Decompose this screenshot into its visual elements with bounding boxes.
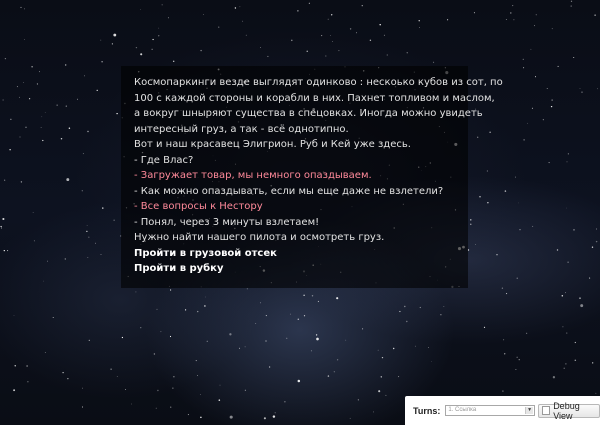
star (517, 278, 518, 279)
star (122, 337, 123, 338)
story-line: а вокруг шныряют существа в спецовках. Иногда можно увидеть (134, 108, 483, 119)
star (101, 254, 102, 255)
star (571, 1, 572, 2)
star (7, 250, 8, 251)
star (172, 388, 173, 389)
star (170, 336, 171, 337)
story-line: Космопаркинги везде выглядят одинково : нескоько кубов из сот, по (134, 77, 503, 88)
star (173, 61, 174, 62)
star (136, 47, 137, 48)
star (15, 365, 16, 366)
star (517, 357, 518, 358)
star (562, 295, 564, 297)
debug-view-label: Debug View (553, 400, 580, 421)
chevron-down-icon: ▼ (525, 407, 533, 414)
star (337, 359, 338, 360)
star (506, 293, 507, 294)
star (589, 278, 590, 279)
star (502, 288, 503, 289)
star (326, 56, 327, 57)
star (470, 219, 471, 220)
star (350, 28, 351, 29)
star (566, 208, 567, 209)
star (10, 119, 11, 120)
star (100, 40, 101, 41)
star (275, 412, 276, 413)
star (45, 112, 46, 113)
star (269, 366, 270, 367)
star (532, 108, 533, 109)
star (592, 362, 593, 363)
star (318, 301, 319, 302)
star (24, 39, 25, 40)
star (470, 224, 471, 225)
star (564, 368, 565, 369)
star (532, 226, 533, 227)
star (303, 295, 304, 296)
star (41, 116, 42, 117)
star (580, 304, 583, 307)
star (433, 62, 434, 63)
star (382, 357, 383, 358)
star (62, 372, 63, 373)
turns-selected-value: 1. Ссылка (448, 407, 477, 413)
star (158, 28, 159, 29)
star (23, 82, 24, 83)
star (266, 315, 267, 316)
star (264, 417, 266, 419)
star (140, 53, 142, 55)
star (384, 35, 385, 36)
star (117, 376, 118, 377)
star (535, 76, 536, 77)
star (77, 99, 78, 100)
star (381, 376, 382, 377)
star (220, 385, 221, 386)
star (42, 140, 43, 141)
star (496, 254, 497, 255)
star (229, 333, 231, 335)
star (311, 351, 312, 352)
star (415, 346, 416, 347)
star (197, 375, 198, 376)
star (332, 41, 333, 42)
star (328, 19, 329, 20)
star (170, 289, 171, 290)
star (239, 348, 240, 349)
star (47, 261, 48, 262)
star (362, 328, 363, 329)
star (57, 105, 58, 106)
star (385, 395, 386, 396)
star (362, 5, 363, 6)
star (527, 123, 528, 124)
star (552, 28, 553, 29)
star (185, 309, 186, 310)
star (487, 202, 488, 203)
star (247, 289, 248, 290)
star (510, 12, 511, 13)
star (197, 311, 198, 312)
star (350, 418, 351, 419)
star (431, 361, 432, 362)
star (125, 389, 126, 390)
star (157, 309, 158, 310)
star (549, 162, 550, 163)
star (328, 375, 329, 376)
star (419, 27, 420, 28)
star (526, 333, 527, 334)
star (551, 106, 552, 107)
star (567, 162, 568, 163)
star (19, 97, 20, 98)
star (331, 14, 332, 15)
star (95, 243, 96, 244)
star (205, 297, 206, 298)
star (82, 407, 83, 408)
star (204, 305, 205, 306)
star (565, 363, 566, 364)
star (4, 250, 5, 251)
star (506, 19, 507, 20)
star (102, 207, 103, 208)
star (116, 113, 117, 114)
star (570, 5, 571, 6)
debug-toolbar (405, 396, 600, 425)
star (468, 249, 469, 250)
star (420, 307, 421, 308)
dialogue-line: - Где Влас? (134, 154, 194, 166)
star (65, 258, 66, 259)
star (596, 393, 597, 394)
star (131, 404, 132, 405)
star (113, 34, 116, 37)
star (20, 137, 21, 138)
star (530, 49, 531, 50)
turns-select[interactable] (445, 405, 535, 416)
star (45, 352, 46, 353)
star (316, 334, 317, 335)
star (87, 131, 88, 132)
star (321, 35, 322, 36)
star (87, 225, 88, 226)
star (157, 390, 158, 391)
star (336, 297, 338, 299)
star (200, 50, 201, 51)
star (358, 399, 359, 400)
turns-label: Turns: (413, 405, 441, 416)
star (504, 353, 505, 354)
star (307, 51, 308, 52)
star (575, 360, 576, 361)
star (286, 338, 287, 339)
star (5, 58, 6, 59)
star (594, 14, 595, 15)
star (4, 180, 5, 181)
star (479, 196, 480, 197)
star (291, 40, 292, 41)
star (0, 226, 1, 227)
star (13, 389, 15, 391)
star (428, 347, 429, 348)
star (565, 292, 566, 293)
star (567, 262, 568, 263)
star (17, 86, 18, 87)
star (334, 371, 335, 372)
star (398, 376, 399, 377)
star (260, 47, 261, 48)
debug-view-checkbox[interactable] (542, 406, 550, 415)
star (503, 339, 504, 340)
star (573, 57, 574, 58)
star (553, 376, 555, 378)
star (298, 380, 301, 383)
star (219, 399, 221, 401)
star (543, 119, 544, 120)
star (592, 247, 593, 248)
star (316, 338, 319, 341)
star (1, 228, 2, 229)
star (67, 378, 68, 379)
star (218, 27, 219, 28)
star (536, 14, 537, 15)
star (393, 348, 394, 349)
star (200, 394, 201, 395)
star (557, 249, 558, 250)
dialogue-line: - Как можно опаздывать, если мы еще даже не взлетели? (134, 185, 444, 197)
star (356, 32, 357, 33)
star (575, 342, 576, 343)
star (2, 218, 4, 220)
star (33, 212, 34, 213)
star (579, 297, 580, 298)
star (284, 401, 285, 402)
star (562, 326, 563, 327)
star (9, 149, 10, 150)
star (475, 244, 476, 245)
star (37, 83, 38, 84)
star (519, 229, 520, 230)
star (566, 333, 567, 334)
star (568, 153, 569, 154)
star (2, 99, 3, 100)
star (135, 291, 136, 292)
star (558, 66, 559, 67)
star (41, 127, 42, 128)
star (513, 19, 514, 20)
star (21, 7, 22, 8)
star (379, 24, 380, 25)
star (523, 139, 524, 140)
star (82, 388, 83, 389)
star (246, 35, 247, 36)
star (240, 6, 241, 7)
choice-link-bridge[interactable]: Пройти в рубку (134, 263, 224, 274)
star (140, 9, 141, 10)
star (88, 237, 89, 238)
star (290, 314, 291, 315)
star (230, 416, 233, 419)
star (162, 5, 163, 6)
story-line: Вот и наш красавец Элигрион. Руб и Кей уже здесь. (134, 139, 411, 150)
star (154, 353, 155, 354)
star (235, 7, 236, 8)
star (66, 178, 69, 181)
star (596, 229, 597, 230)
star (297, 10, 298, 11)
star (168, 17, 169, 18)
story-panel (121, 66, 503, 288)
star (160, 331, 161, 332)
star (84, 76, 85, 77)
star (378, 350, 379, 351)
star (515, 177, 516, 178)
star (65, 64, 66, 65)
star (581, 91, 582, 92)
star (173, 376, 174, 377)
star (21, 181, 22, 182)
star (523, 67, 524, 68)
star (580, 88, 581, 89)
star (447, 19, 448, 20)
star (152, 49, 153, 50)
star (330, 35, 331, 36)
star (26, 365, 27, 366)
star (490, 132, 491, 133)
choice-link-cargo-hold[interactable]: Пройти в грузовой отсек (134, 247, 277, 259)
star (170, 407, 171, 408)
star (196, 360, 197, 361)
star (345, 340, 346, 341)
story-line: Нужно найти нашего пилота и осмотреть груз. (134, 232, 385, 243)
star (474, 12, 475, 13)
star (407, 52, 408, 53)
star (82, 190, 83, 191)
star (86, 231, 87, 232)
debug-view-button[interactable] (538, 400, 600, 421)
star (309, 3, 310, 4)
star (518, 203, 519, 204)
star (34, 241, 35, 242)
star (188, 414, 189, 415)
star (66, 105, 67, 106)
star (29, 98, 30, 99)
star (406, 321, 407, 322)
star (597, 88, 598, 89)
star (53, 317, 54, 318)
star (260, 302, 261, 303)
star (140, 327, 141, 328)
star (101, 61, 102, 62)
star (573, 229, 574, 230)
star (24, 8, 25, 9)
star (69, 127, 70, 128)
star (242, 21, 243, 22)
star (83, 153, 84, 154)
star (112, 43, 113, 44)
star (338, 50, 339, 51)
star (477, 137, 478, 138)
star (484, 327, 485, 328)
star (534, 25, 535, 26)
star (552, 100, 553, 101)
star (298, 318, 300, 320)
dialogue-line-highlight: - Все вопросы к Нестору (134, 201, 263, 212)
star (312, 295, 313, 296)
star (502, 390, 503, 391)
star (373, 411, 374, 412)
star (87, 257, 88, 258)
star (596, 241, 597, 242)
star (515, 369, 516, 370)
star (519, 359, 520, 360)
star (370, 40, 371, 41)
story-line: интересный груз, а так - всё однотипно. (134, 123, 349, 135)
star (273, 415, 275, 417)
star (245, 390, 246, 391)
star (14, 315, 15, 316)
star (444, 306, 445, 307)
star (245, 346, 246, 347)
star (97, 90, 98, 91)
star (89, 340, 90, 341)
star (31, 66, 32, 67)
star (419, 20, 420, 21)
story-line: 100 с каждой стороны и корабли в них. Пахнет топливом и маслом, (134, 92, 495, 104)
star (203, 14, 204, 15)
star (27, 381, 28, 382)
star (547, 88, 548, 89)
star (43, 281, 44, 282)
star (61, 138, 62, 139)
star (267, 56, 268, 57)
star (152, 39, 153, 40)
star (399, 311, 400, 312)
star (265, 340, 266, 341)
star (207, 341, 208, 342)
star (523, 59, 524, 60)
star (255, 323, 256, 324)
star (158, 35, 159, 36)
dialogue-line: - Понял, через 3 минуты взлетаем! (134, 216, 320, 228)
star (200, 417, 201, 418)
star (404, 306, 405, 307)
star (505, 190, 506, 191)
star (440, 314, 441, 315)
star (487, 170, 488, 171)
star (25, 127, 26, 128)
star (114, 220, 115, 221)
star (39, 71, 40, 72)
star (378, 390, 380, 392)
star (110, 369, 111, 370)
star (512, 5, 513, 6)
dialogue-line-highlight: - Загружает товар, мы немного опаздываем. (134, 170, 372, 181)
star (304, 315, 305, 316)
star (156, 408, 157, 409)
star (387, 55, 388, 56)
